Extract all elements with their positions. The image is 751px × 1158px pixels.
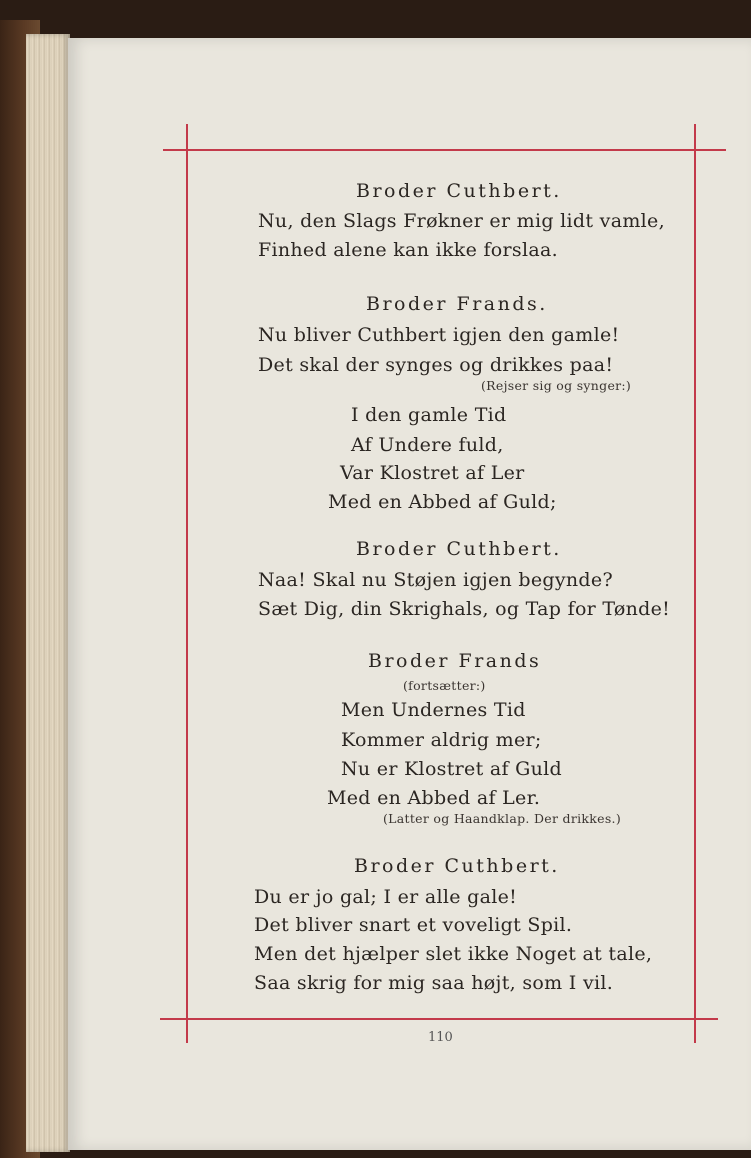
stage-direction: (Rejser sig og synger:) bbox=[481, 378, 632, 393]
song-line: I den gamle Tid bbox=[351, 404, 507, 426]
song-line: Var Klostret af Ler bbox=[340, 462, 525, 484]
song-line: Af Undere fuld, bbox=[351, 434, 504, 456]
song-line: Med en Abbed af Ler. bbox=[327, 787, 541, 809]
verse-line: Men det hjælper slet ikke Noget at tale, bbox=[254, 943, 653, 965]
verse-line: Naa! Skal nu Støjen igjen begynde? bbox=[258, 569, 613, 591]
song-line: Men Undernes Tid bbox=[341, 699, 526, 721]
book-page bbox=[68, 38, 751, 1150]
frame-rule-top bbox=[163, 149, 726, 151]
song-line: Med en Abbed af Guld; bbox=[328, 491, 557, 513]
speaker-heading: Broder Frands. bbox=[366, 293, 548, 315]
frame-rule-left bbox=[186, 124, 188, 1043]
page-stack-edge bbox=[26, 34, 70, 1152]
frame-rule-bottom bbox=[160, 1018, 718, 1020]
verse-line: Finhed alene kan ikke forslaa. bbox=[258, 239, 558, 261]
verse-line: Sæt Dig, din Skrighals, og Tap for Tønde! bbox=[258, 598, 671, 620]
stage-direction: (fortsætter:) bbox=[403, 678, 486, 693]
speaker-heading: Broder Frands bbox=[368, 650, 542, 672]
speaker-heading: Broder Cuthbert. bbox=[356, 538, 562, 560]
song-line: Kommer aldrig mer; bbox=[341, 729, 542, 751]
frame-rule-right bbox=[694, 124, 696, 1043]
page-number: 110 bbox=[428, 1030, 453, 1045]
verse-line: Nu, den Slags Frøkner er mig lidt vamle, bbox=[258, 210, 665, 232]
song-line: Nu er Klostret af Guld bbox=[341, 758, 563, 780]
speaker-heading: Broder Cuthbert. bbox=[354, 855, 560, 877]
speaker-heading: Broder Cuthbert. bbox=[356, 180, 562, 202]
verse-line: Saa skrig for mig saa højt, som I vil. bbox=[254, 972, 614, 994]
verse-line: Det skal der synges og drikkes paa! bbox=[258, 354, 614, 376]
verse-line: Nu bliver Cuthbert igjen den gamle! bbox=[258, 324, 620, 346]
stage-direction: (Latter og Haandklap. Der drikkes.) bbox=[383, 811, 622, 826]
verse-line: Det bliver snart et voveligt Spil. bbox=[254, 914, 573, 936]
verse-line: Du er jo gal; I er alle gale! bbox=[254, 886, 518, 908]
